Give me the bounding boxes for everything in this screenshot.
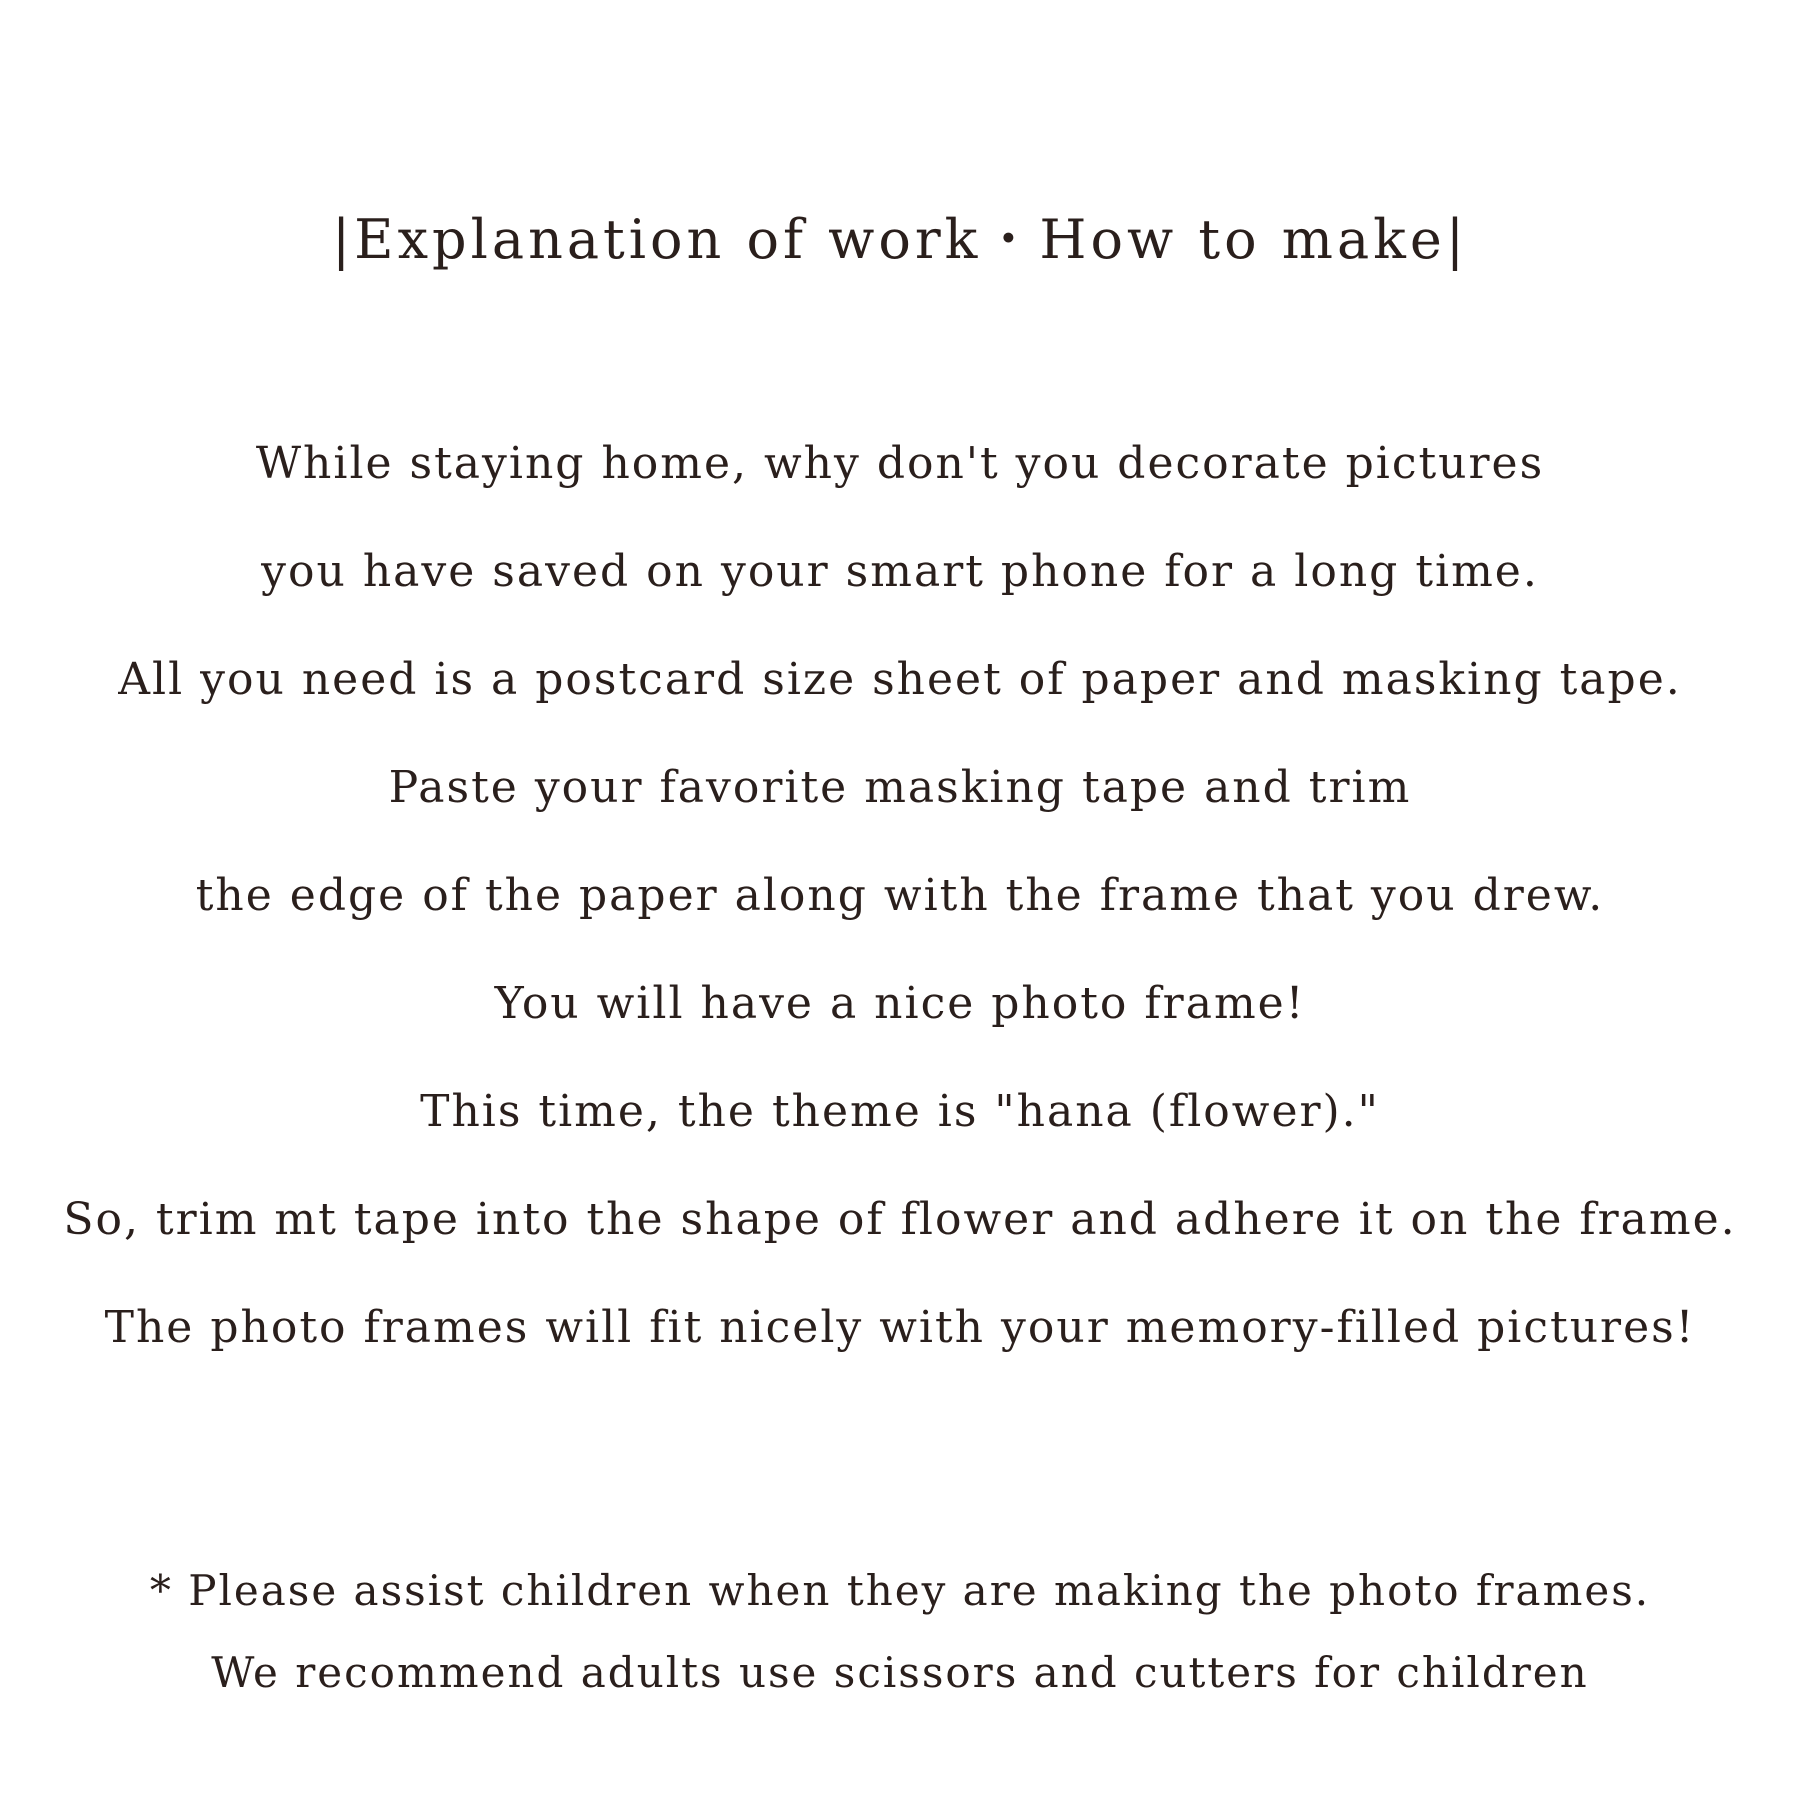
body-line: Paste your favorite masking tape and trim [388, 762, 1412, 813]
body-line: This time, the theme is "hana (flower)." [420, 1086, 1380, 1137]
note-line: We recommend adults use scissors and cutters for children [211, 1648, 1589, 1697]
body-line: While staying home, why don't you decorate pictures [255, 438, 1545, 489]
body-line: All you need is a postcard size sheet of paper and masking tape. [118, 654, 1682, 705]
safety-notes [0, 1560, 1800, 1724]
body-line: You will have a nice photo frame! [494, 978, 1306, 1029]
explanation-body [0, 430, 1800, 1402]
body-line: So, trim mt tape into the shape of flower and adhere it on the frame. [63, 1194, 1737, 1245]
note-line: * Please assist children when they are making the photo frames. [149, 1566, 1651, 1615]
page-title: |Explanation of work・How to make| [331, 208, 1469, 271]
body-line: you have saved on your smart phone for a long time. [261, 546, 1539, 597]
body-line: The photo frames will fit nicely with your memory-filled pictures! [104, 1302, 1696, 1353]
body-line: the edge of the paper along with the frame that you drew. [195, 870, 1605, 921]
